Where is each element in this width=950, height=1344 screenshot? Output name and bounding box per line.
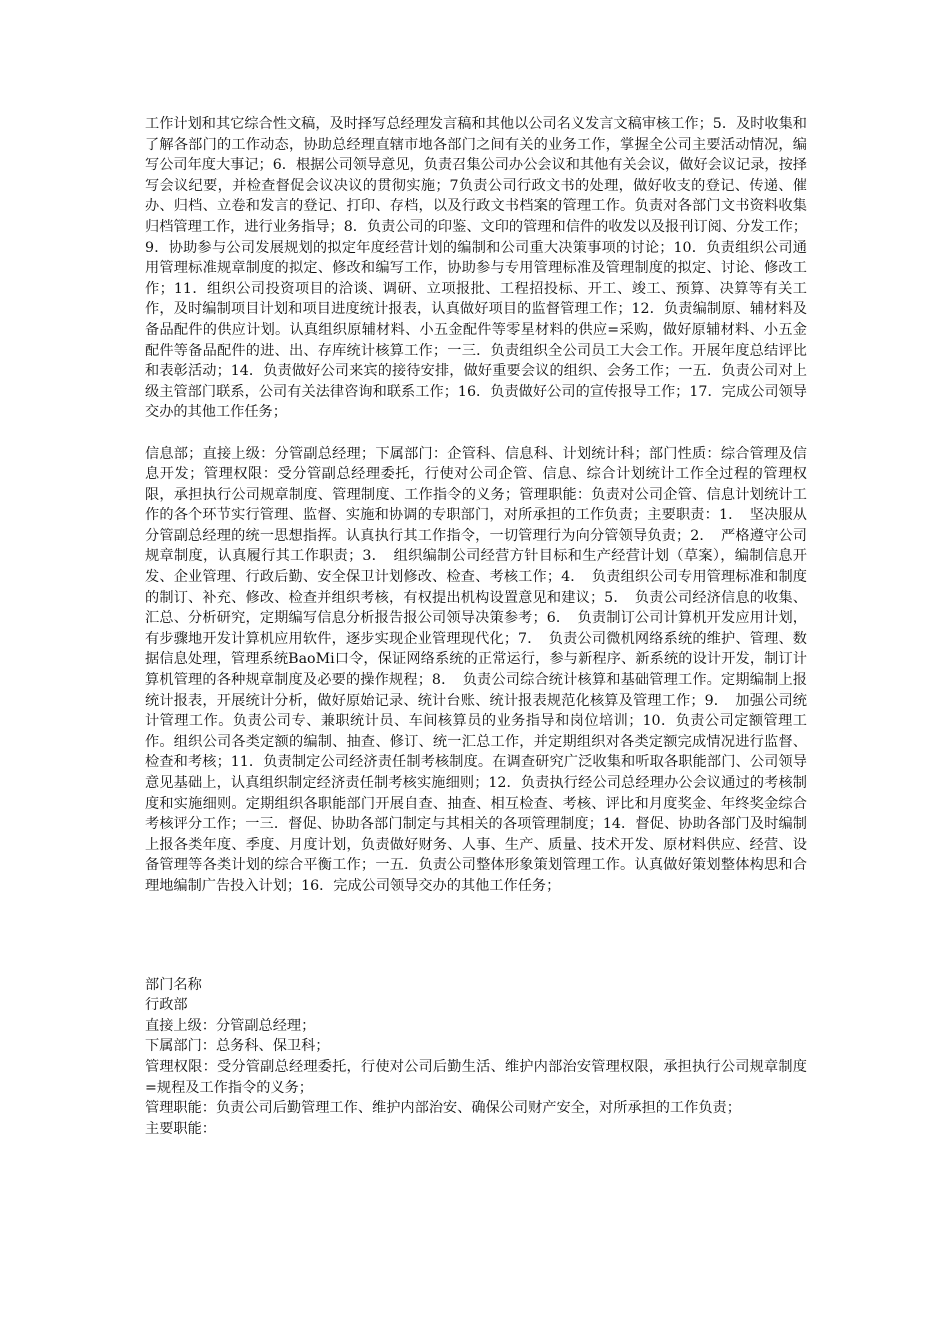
admin-dept-section (145, 975, 807, 1140)
info-dept-paragraph: 信息部；直接上级：分管副总经理；下属部门：企管科、信息科、计划统计科；部门性质：综合管理及信息开发；管理权限：受分管副总经理委托，行使对公司企管、信息、综合计划统计工作全过程的管理权限，承担执行公司规章制度、管理制度、工作指令的义务；管理职能：负责对公司企管、信息计划统计工作的各个环节实行管理、监督、实施和协调的专职部门，对所承担的工作负责；主要职责：1． 坚决服从分管副总经理的统一思想指挥。认真执行其工作指令，一切管理行为向分管领导负责；2． 严格遵守公司规章制度，认真履行其工作职责；3． 组织编制公司经营方针目标和生产经营计划（草案），编制信息开发、企业管理、行政后勤、安全保卫计划修改、检查、考核工作；4． 负责组织公司专用管理标准和制度的制订、补充、修改、检查并组织考核，有权提出机构设置意见和建议；5． 负责公司经济信息的收集、汇总、分析研究，定期编写信息分析报告报公司领导决策参考；6． 负责制订公司计算机开发应用计划，有步骤地开发计算机应用软件，逐步实现企业管理现代化；7． 负责公司微机网络系统的维护、管理、数据信息处理，管理系统BaoMi口令，保证网络系统的正常运行，参与新程序、新系统的设计开发，制订计算机管理的各种规章制度及必要的操作规程；8． 负责公司综合统计核算和基础管理工作。定期编制上报统计报表，开展统计分析，做好原始记录、统计台账、统计报表规范化核算及管理工作；9． 加强公司统计管理工作。负责公司专、兼职统计员、车间核算员的业务指导和岗位培训；10．负责公司定额管理工作。组织公司各类定额的编制、抽查、修订、统一汇总工作，并定期组织对各类定额完成情况进行监督、检查和考核；11．负责制定公司经济责任制考核制度。在调查研究广泛收集和听取各职能部门、公司领导意见基础上，认真组织制定经济责任制考核实施细则；12．负责执行经公司总经理办公会议通过的考核制度和实施细则。定期组织各职能部门开展自查、抽查、相互检查、考核、评比和月度奖金、年终奖金综合考核评分工作；一三．督促、协助各部门制定与其相关的各项管理制度；14．督促、协助各部门及时编制上报各类年度、季度、月度计划，负责做好财务、人事、生产、质量、技术开发、原材料供应、经营、设备管理等各类计划的综合平衡工作；一五．负责公司整体形象策划管理工作。认真做好策划整体构思和合理地编制广告投入计划；16．完成公司领导交办的其他工作任务； (145, 445, 807, 894)
direct-superior-line: 直接上级：分管副总经理； (145, 1017, 316, 1034)
management-functions-line: 管理职能：负责公司后勤管理工作、维护内部治安、确保公司财产安全，对所承担的工作负责； (145, 1100, 741, 1117)
paragraph-spacer (145, 423, 807, 444)
main-duties-label: 主要职能： (145, 1120, 216, 1137)
admin-office-duties-paragraph: 工作计划和其它综合性文稿，及时择写总经理发言稿和其他以公司名义发言文稿审核工作；5．及时收集和了解各部门的工作动态，协助总经理直辖市地各部门之间有关的业务工作，掌握全公司主要活动情况，编写公司年度大事记；6．根据公司领导意见，负责召集公司办公会议和其他有关会议，做好会议记录，按择写会议纪要，并检查督促会议决议的贯彻实施；7负责公司行政文书的处理，做好收支的登记、传递、催办、归档、立卷和发言的登记、打印、存档，以及行政文书档案的管理工作。负责对各部门文书资料收集归档管理工作，进行业务指导；8．负责公司的印鉴、文印的管理和信件的收发以及报刊订阅、分发工作；9．协助参与公司发展规划的拟定年度经营计划的编制和公司重大决策事项的讨论；10．负责组织公司通用管理标准规章制度的拟定、修改和编写工作，协助参与专用管理标准及管理制度的拟定、讨论、修改工作；11．组织公司投资项目的洽谈、调研、立项报批、工程招投标、开工、竣工、预算、决算等有关工作，及时编制项目计划和项目进度统计报表，认真做好项目的监督管理工作；12．负责编制原、辅材料及备品配件的供应计划。认真组织原辅材料、小五金配件等零星材料的供应=采购，做好原辅材料、小五金配件等备品配件的进、出、存库统计核算工作；一三．负责组织全公司员工大会工作。开展年度总结评比和表彰活动；14．负责做好公司来宾的接待安排，做好重要会议的组织、会务工作；一五．负责公司对上级主管部门联系，公司有关法律咨询和联系工作；16．负责做好公司的宣传报导工作；17．完成公司领导交办的其他工作任务； (145, 116, 807, 421)
dept-name-value: 行政部 (145, 997, 188, 1014)
document-page (145, 114, 807, 1139)
subordinate-depts-line: 下属部门：总务科、保卫科； (145, 1038, 330, 1055)
section-spacer (145, 897, 807, 975)
dept-name-heading: 部门名称 (145, 976, 202, 993)
management-authority-line: 管理权限：受分管副总经理委托，行使对公司后勤生活、维护内部治安管理权限，承担执行公司规章制度=规程及工作指令的义务； (145, 1058, 807, 1096)
